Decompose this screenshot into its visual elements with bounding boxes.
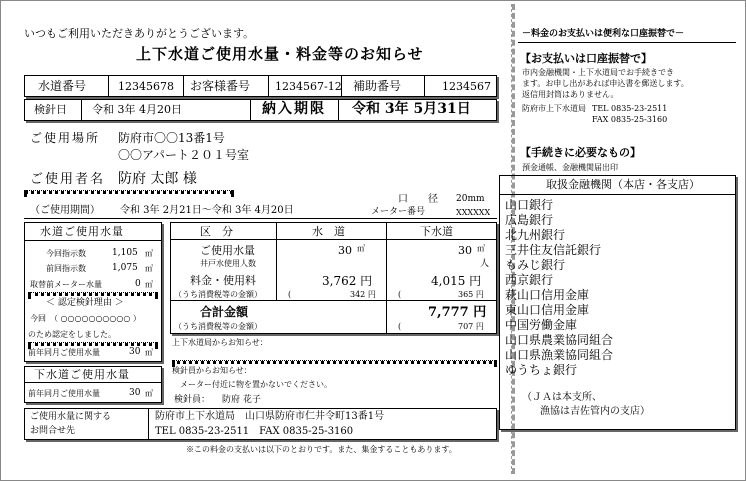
payment-heading: 【お支払いは口座振替で】 xyxy=(520,52,652,65)
removed-meter-label: 取替前メーター水量 xyxy=(30,280,102,289)
bank-item: 東山口信用金庫 xyxy=(505,303,590,317)
paren: ( xyxy=(398,322,402,331)
water-usage-header: 水道ご使用水量 xyxy=(40,225,124,238)
contact-label-2: お問合せ先 xyxy=(30,426,76,436)
unit: ㎥ xyxy=(145,389,153,398)
right-header: －料金のお支払いは便利な口座振替で－ xyxy=(522,29,685,39)
paren: ( xyxy=(398,290,402,299)
previous-reading-label: 前回指示数 xyxy=(46,264,86,273)
bank-item: 山口銀行 xyxy=(505,198,554,212)
paren: ( xyxy=(288,290,292,299)
payment-text-1: 市内金融機関・上下水道局でお手続きでき xyxy=(522,68,674,77)
location-line1: 防府市〇〇13番1号 xyxy=(118,131,225,145)
removed-meter-value: 0 xyxy=(135,279,141,289)
unit: ㎥ xyxy=(357,244,365,253)
total-tax-label: （うち消費税等の金額） xyxy=(174,322,262,331)
current-reading-label: 今回指示数 xyxy=(46,249,86,258)
user-label: ご使用者名 xyxy=(30,172,106,187)
current-reading: 1,105 xyxy=(112,248,138,258)
tax-water: 342 円 xyxy=(350,290,376,299)
reason-prefix: 今回 xyxy=(30,314,46,323)
total-amount: 7,777 円 xyxy=(428,305,487,320)
payment-text-3: 返信用封筒はありません。 xyxy=(522,90,619,99)
customer-number: 1234567-12 xyxy=(275,80,342,93)
bank-item: もみじ銀行 xyxy=(505,258,566,272)
tax-sewer: 365 円 xyxy=(458,290,484,299)
usage-sewer: 30 xyxy=(458,244,472,257)
usage-row-label: ご使用水量 xyxy=(200,244,255,257)
period-label: （ご使用期間） xyxy=(30,205,100,216)
location-label: ご使用場所 xyxy=(30,131,101,145)
inspection-label: 検針日 xyxy=(34,103,67,116)
inspection-date: 令和 3年 4月20日 xyxy=(92,103,182,116)
payment-text-2: ます。お申し出があれば申込書を郵送します。 xyxy=(522,79,689,88)
page-title: 上下水道ご使用水量・料金等のお知らせ xyxy=(136,45,424,63)
total-tax: 707 円 xyxy=(458,322,484,331)
prev-year-value: 30 xyxy=(129,347,141,357)
deadline-label: 納入期限 xyxy=(262,101,326,117)
sewer-prev-year-label: 前年同月ご使用水量 xyxy=(28,389,100,398)
water-number: 12345678 xyxy=(118,80,174,93)
bank-item: 山口県漁業協同組合 xyxy=(505,348,614,362)
deadline-date: 令和 3年 5月31日 xyxy=(352,101,471,117)
reason-header: ＜ 認定検針理由 ＞ xyxy=(46,298,124,308)
fee-label: 料金・使用料 xyxy=(190,274,256,287)
inspector-label: 検針員： xyxy=(174,395,211,405)
ja-note-2: 漁協は吉佐管内の支店） xyxy=(540,406,650,417)
unit: ㎥ xyxy=(145,249,153,258)
aux-number: 1234567 xyxy=(442,80,491,93)
id-row xyxy=(24,75,497,97)
period-value: 令和 3年 2月21日～令和 3年 4月20日 xyxy=(120,205,294,216)
person-unit: 人 xyxy=(480,259,490,269)
inspector-note: 検針員からお知らせ： xyxy=(172,366,252,375)
col-sewer: 下水道 xyxy=(420,225,453,238)
unit: ㎥ xyxy=(145,348,153,357)
ja-note-1: （ＪＡは本支所、 xyxy=(522,392,602,403)
tax-label: （うち消費税等の金額） xyxy=(174,290,262,299)
reason-note: のため認定をしました。 xyxy=(28,330,116,339)
needs-heading: 【手続きに必要なもの】 xyxy=(520,146,641,159)
contact-org: 防府市上下水道局 山口県防府市仁井令町13番1号 xyxy=(155,411,385,422)
col-water: 水 道 xyxy=(312,225,345,238)
aux-number-label: 補助番号 xyxy=(353,79,402,93)
bank-item: 中国労働金庫 xyxy=(505,318,578,332)
bank-item: 広島銀行 xyxy=(505,213,554,227)
bank-item: 北九州銀行 xyxy=(505,228,566,242)
meter-number-label: メーター番号 xyxy=(371,207,426,217)
unit: ㎥ xyxy=(145,264,153,273)
dept-name: 防府市上下水道局 xyxy=(522,104,586,113)
inspector-name: 防府 花子 xyxy=(222,395,261,405)
bank-item: 三井住友信託銀行 xyxy=(505,243,602,257)
contact-tel: TEL 0835-23-2511 FAX 0835-25-3160 xyxy=(155,426,354,437)
bank-item: ゆうちょ銀行 xyxy=(505,363,578,377)
sewer-note: 上下水道局からお知らせ： xyxy=(172,338,268,347)
fee-water: 3,762 円 xyxy=(322,274,373,288)
contact-label-1: ご使用水量に関する xyxy=(30,412,112,422)
customer-number-label: お客様番号 xyxy=(190,79,251,93)
meter-number: XXXXXX xyxy=(456,208,491,217)
location-line2: 〇〇アパート２０１号室 xyxy=(118,148,250,162)
dept-tel: TEL 0835-23-2511 xyxy=(592,104,668,113)
reason-value: （ ○○○○○○○○○○ ） xyxy=(50,314,141,323)
meter-bore-label: 口 径 xyxy=(398,194,438,205)
unit: ㎥ xyxy=(145,280,153,289)
total-label: 合計金額 xyxy=(200,305,249,319)
user-name: 防府 太郎 様 xyxy=(118,171,197,187)
sewer-prev-year-value: 30 xyxy=(129,388,141,398)
bank-item: 山口県農業協同組合 xyxy=(505,333,614,347)
bank-item: 萩山口信用金庫 xyxy=(505,288,590,302)
fee-sewer: 4,015 円 xyxy=(431,274,482,288)
well-persons-label: 井戸水使用人数 xyxy=(200,259,256,268)
prev-year-label: 前年同月ご使用水量 xyxy=(28,348,100,357)
usage-water: 30 xyxy=(338,244,352,257)
banks-header: 取扱金融機関（本店・各支店） xyxy=(546,178,700,191)
col-kubun: 区 分 xyxy=(200,225,233,238)
bank-item: 西京銀行 xyxy=(505,273,554,287)
meter-note: メーター付近に物を置かないでください。 xyxy=(180,380,332,389)
needs-text: 預金通帳、金融機関届出印 xyxy=(522,163,618,172)
sewer-usage-header: 下水道ご使用水量 xyxy=(34,368,130,381)
greeting: いつもご利用いただきありがとうございます。 xyxy=(24,27,255,40)
meter-bore: 20mm xyxy=(456,194,485,204)
footer-note: ※この料金の支払いは以下のとおりです。また、集金することもあります。 xyxy=(186,445,457,454)
unit: ㎥ xyxy=(477,244,485,253)
dept-fax: FAX 0835-25-3160 xyxy=(592,115,668,124)
water-number-label: 水道番号 xyxy=(38,79,87,93)
previous-reading: 1,075 xyxy=(112,263,138,273)
